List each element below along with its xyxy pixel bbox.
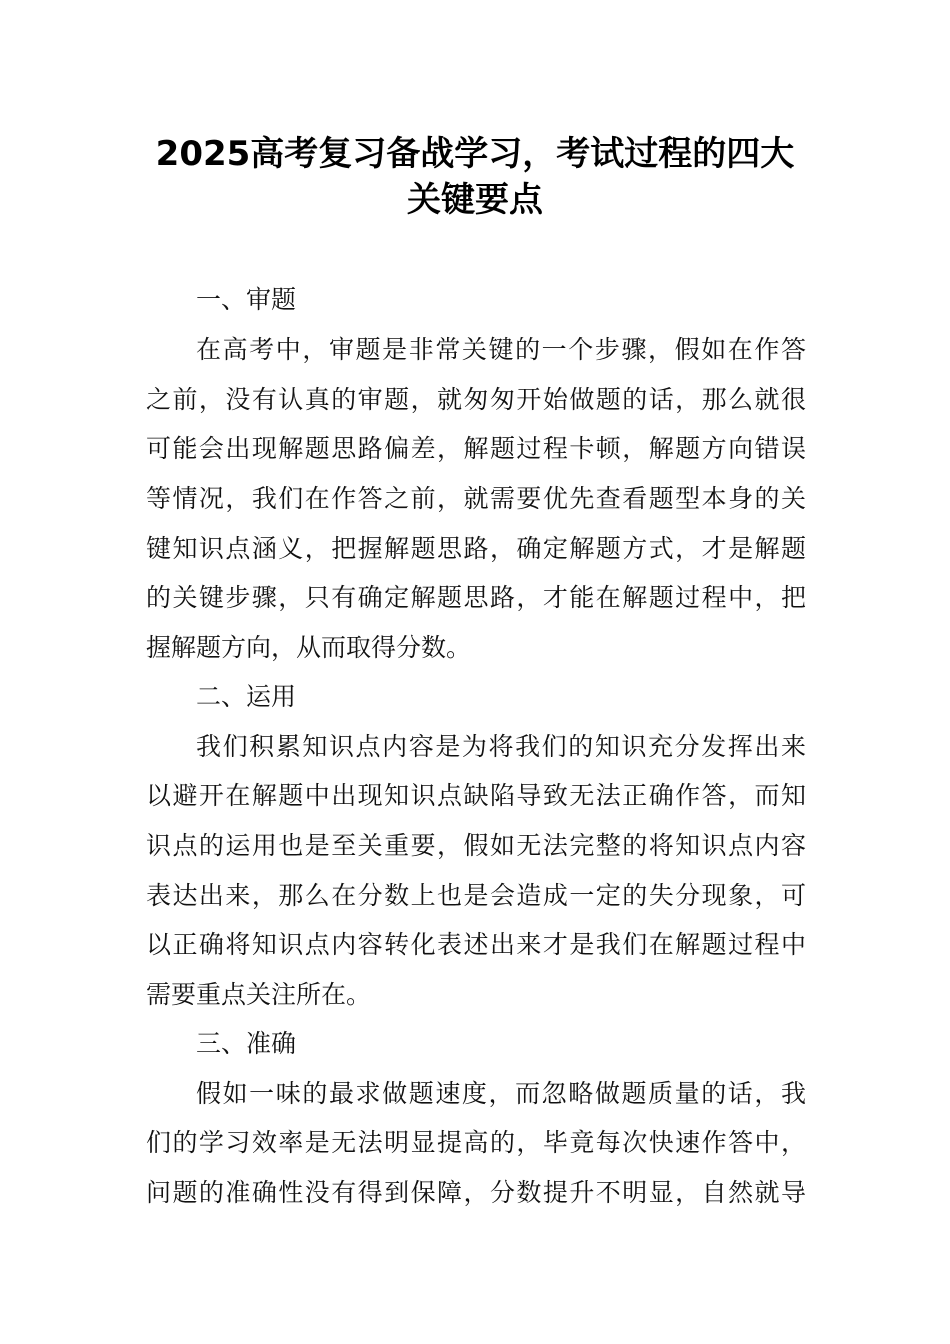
paragraph-line: 的关键步骤，只有确定解题思路，才能在解题过程中，把 <box>146 583 806 612</box>
section-heading-3: 三、准确 <box>196 1029 297 1058</box>
paragraph-line: 识点的运用也是至关重要，假如无法完整的将知识点内容 <box>146 831 806 860</box>
paragraph-line: 握解题方向，从而取得分数。 <box>146 633 472 662</box>
paragraph-line: 问题的准确性没有得到保障，分数提升不明显，自然就导 <box>146 1178 806 1207</box>
section-heading-1: 一、审题 <box>196 285 297 314</box>
paragraph-line: 以正确将知识点内容转化表述出来才是我们在解题过程中 <box>146 930 806 959</box>
paragraph-line: 以避开在解题中出现知识点缺陷导致无法正确作答，而知 <box>146 781 806 810</box>
paragraph-line: 可能会出现解题思路偏差，解题过程卡顿，解题方向错误 <box>146 434 806 463</box>
document-title-line-1: 2025高考复习备战学习，考试过程的四大 <box>155 134 795 174</box>
paragraph-line: 们的学习效率是无法明显提高的，毕竟每次快速作答中， <box>146 1128 806 1157</box>
paragraph-line: 表达出来，那么在分数上也是会造成一定的失分现象，可 <box>146 881 806 910</box>
paragraph-line: 键知识点涵义，把握解题思路，确定解题方式，才是解题 <box>146 534 806 563</box>
paragraph-line: 需要重点关注所在。 <box>146 980 372 1009</box>
paragraph-line: 我们积累知识点内容是为将我们的知识充分发挥出来 <box>196 732 806 761</box>
paragraph-line: 之前，没有认真的审题，就匆匆开始做题的话，那么就很 <box>146 385 806 414</box>
paragraph-line: 在高考中，审题是非常关键的一个步骤，假如在作答 <box>196 335 806 364</box>
document-title-line-2: 关键要点 <box>407 180 543 220</box>
paragraph-line: 等情况，我们在作答之前，就需要优先查看题型本身的关 <box>146 484 806 513</box>
paragraph-line: 假如一味的最求做题速度，而忽略做题质量的话，我 <box>196 1079 806 1108</box>
section-heading-2: 二、运用 <box>196 682 297 711</box>
